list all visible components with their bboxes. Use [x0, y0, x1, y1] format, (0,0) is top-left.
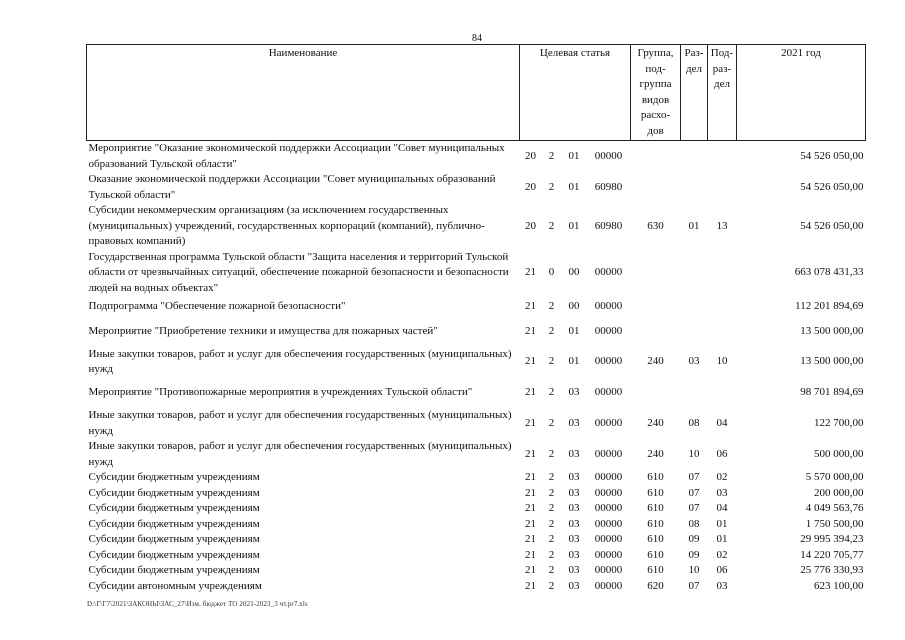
row-section: 07	[688, 471, 700, 483]
row-amount: 623 100,00	[814, 579, 864, 592]
row-group: 610	[647, 502, 664, 514]
row-group	[631, 172, 681, 203]
row-code-1: 21	[525, 579, 536, 592]
table-body	[87, 141, 866, 595]
row-code-3: 03	[568, 502, 580, 514]
table-row	[87, 378, 866, 408]
row-code-2: 2	[548, 564, 555, 576]
row-group	[631, 318, 681, 346]
row-name: Мероприятие "Противопожарные мероприятия в учреждениях Тульской области"	[88, 386, 473, 399]
row-code-3: 00	[568, 266, 580, 278]
table-row	[87, 439, 866, 470]
row-code-4: 00000	[594, 471, 623, 483]
row-name: Субсидии бюджетным учреждениям	[88, 486, 260, 499]
row-name: Субсидии автономным учреждениям	[88, 579, 262, 592]
row-code-4: 00000	[594, 266, 623, 278]
row-code-1: 21	[525, 533, 536, 545]
row-code-2: 2	[548, 386, 555, 399]
row-code-2: 2	[548, 325, 555, 338]
row-group	[631, 250, 681, 297]
row-subsection: 10	[716, 355, 728, 368]
row-section: 10	[688, 564, 700, 576]
row-name: Субсидии бюджетным учреждениям	[88, 548, 260, 561]
row-code-2: 0	[548, 266, 555, 278]
row-section: 09	[688, 548, 700, 561]
row-code-3: 03	[568, 447, 580, 460]
table-row	[87, 172, 866, 203]
row-subsection	[708, 296, 737, 318]
row-code-3: 03	[568, 471, 580, 483]
row-code-1: 21	[525, 486, 536, 499]
row-code-2: 2	[548, 355, 555, 368]
row-amount: 1 750 500,00	[805, 517, 864, 530]
row-code-4: 00000	[594, 386, 623, 399]
table-row	[87, 579, 866, 595]
table-row	[87, 250, 866, 297]
row-code-4: 00000	[594, 325, 623, 338]
row-group	[631, 141, 681, 173]
row-code-3: 01	[568, 355, 580, 368]
row-subsection: 03	[716, 579, 728, 592]
row-amount: 54 526 050,00	[800, 219, 864, 232]
row-code-1: 21	[525, 447, 536, 460]
row-amount: 5 570 000,00	[805, 471, 864, 483]
row-code-4: 00000	[594, 355, 623, 368]
table-row	[87, 486, 866, 502]
row-code-3: 01	[568, 180, 580, 193]
row-code-1: 21	[525, 564, 536, 576]
table-row	[87, 548, 866, 564]
row-amount: 122 700,00	[814, 416, 864, 429]
row-section	[681, 378, 708, 408]
row-section: 03	[688, 355, 700, 368]
row-code-3: 03	[568, 486, 580, 499]
row-name: Государственная программа Тульской области "Защита населения и территорий Тульской области от чрезвычайных ситуаций, обеспечение пожарной безопасности и безопасности людей на водных объектах"	[88, 250, 509, 294]
budget-table	[86, 44, 866, 594]
row-code-2: 2	[548, 548, 555, 561]
table-row	[87, 141, 866, 173]
header-target-article: Целевая статья	[520, 45, 631, 141]
row-section: 07	[688, 579, 700, 592]
row-name: Иные закупки товаров, работ и услуг для обеспечения государственных (муниципальных) нужд	[88, 440, 512, 468]
row-code-3: 03	[568, 517, 580, 530]
file-path-footer: D:\Г\Г7\2021\ЗАКОНЫ\ЗАС_27\Изм. бюджет ТО 2021-2023_3 чт.pr7.xls	[87, 600, 308, 608]
row-subsection	[708, 172, 737, 203]
row-code-2: 2	[548, 486, 555, 499]
row-amount: 500 000,00	[814, 447, 864, 460]
row-name: Мероприятие "Оказание экономической поддержки Ассоциации "Совет муниципальных образований Тульской области"	[88, 142, 505, 170]
table-row	[87, 563, 866, 579]
row-group: 610	[647, 517, 664, 530]
row-name: Субсидии бюджетным учреждениям	[88, 533, 260, 545]
table-row	[87, 501, 866, 517]
row-code-2: 2	[548, 219, 555, 232]
row-code-1: 20	[525, 219, 536, 232]
row-name: Оказание экономической поддержки Ассоциации "Совет муниципальных образований Тульской области"	[88, 173, 496, 201]
row-subsection: 04	[716, 502, 728, 514]
row-code-1: 21	[525, 548, 536, 561]
row-name: Субсидии бюджетным учреждениям	[88, 517, 260, 530]
row-section: 07	[688, 486, 700, 499]
row-code-3: 01	[568, 219, 580, 232]
header-subsection: Под- раз- дел	[708, 45, 737, 141]
row-code-1: 21	[525, 325, 536, 338]
row-code-3: 03	[568, 533, 580, 545]
row-code-2: 2	[548, 517, 555, 530]
row-code-4: 00000	[594, 579, 623, 592]
row-group: 610	[647, 564, 664, 576]
header-name: Наименование	[87, 45, 520, 141]
row-code-4: 00000	[594, 447, 623, 460]
row-code-4: 00000	[594, 416, 623, 429]
row-group	[631, 296, 681, 318]
row-name: Подпрограмма "Обеспечение пожарной безопасности"	[88, 300, 346, 313]
row-group: 610	[647, 486, 664, 499]
row-subsection: 04	[716, 416, 728, 429]
row-code-3: 03	[568, 416, 580, 429]
row-code-1: 20	[525, 180, 536, 193]
table-row	[87, 470, 866, 486]
row-code-1: 21	[525, 355, 536, 368]
row-section: 08	[688, 416, 700, 429]
table-row	[87, 203, 866, 250]
row-section	[681, 141, 708, 173]
row-amount: 14 220 705,77	[800, 548, 864, 561]
row-subsection: 01	[716, 517, 728, 530]
row-section: 07	[688, 502, 700, 514]
row-code-1: 21	[525, 386, 536, 399]
row-code-4: 00000	[594, 548, 623, 561]
row-subsection: 06	[716, 564, 728, 576]
row-code-4: 00000	[594, 564, 623, 576]
row-section: 01	[688, 219, 700, 232]
row-amount: 54 526 050,00	[800, 180, 864, 193]
row-amount: 29 995 394,23	[800, 533, 864, 545]
row-subsection: 06	[716, 447, 728, 460]
row-subsection: 01	[716, 533, 728, 545]
row-name: Иные закупки товаров, работ и услуг для обеспечения государственных (муниципальных) нужд	[88, 347, 512, 375]
row-code-3: 03	[568, 548, 580, 561]
table-row	[87, 318, 866, 346]
row-code-1: 21	[525, 517, 536, 530]
row-code-3: 03	[568, 579, 580, 592]
row-section	[681, 172, 708, 203]
table-row	[87, 517, 866, 533]
row-section: 09	[688, 533, 700, 545]
row-code-2: 2	[548, 579, 555, 592]
row-subsection: 03	[716, 486, 728, 499]
row-code-1: 21	[525, 471, 536, 483]
row-code-3: 03	[568, 564, 580, 576]
row-subsection: 13	[716, 219, 728, 232]
row-group: 610	[647, 533, 664, 545]
row-amount: 4 049 563,76	[805, 502, 864, 514]
row-code-4: 00000	[594, 149, 623, 162]
row-code-2: 2	[548, 149, 555, 162]
row-code-4: 00000	[594, 517, 623, 530]
row-group: 620	[647, 579, 664, 592]
row-code-1: 21	[525, 266, 536, 278]
row-name: Субсидии бюджетным учреждениям	[88, 502, 260, 514]
row-code-2: 2	[548, 180, 555, 193]
row-code-3: 01	[568, 325, 580, 338]
row-amount: 54 526 050,00	[800, 149, 864, 162]
row-code-2: 2	[548, 447, 555, 460]
row-name: Иные закупки товаров, работ и услуг для обеспечения государственных (муниципальных) нужд	[88, 409, 512, 437]
page-number: 84	[472, 33, 482, 44]
row-section: 08	[688, 517, 700, 530]
row-amount: 13 500 000,00	[800, 325, 864, 338]
row-code-3: 01	[568, 149, 580, 162]
row-group: 240	[647, 416, 664, 429]
row-group: 610	[647, 548, 664, 561]
row-name: Субсидии бюджетным учреждениям	[88, 471, 260, 483]
row-section	[681, 318, 708, 346]
row-code-4: 00000	[594, 502, 623, 514]
table-header-row	[87, 45, 866, 141]
row-name: Субсидии бюджетным учреждениям	[88, 564, 260, 576]
row-section: 10	[688, 447, 700, 460]
row-code-1: 21	[525, 300, 536, 313]
row-subsection	[708, 250, 737, 297]
row-code-1: 21	[525, 502, 536, 514]
row-code-4: 60980	[594, 180, 623, 193]
row-subsection	[708, 141, 737, 173]
row-code-2: 2	[548, 502, 555, 514]
row-amount: 663 078 431,33	[794, 266, 864, 278]
header-section: Раз- дел	[681, 45, 708, 141]
row-name: Субсидии некоммерческим организациям (за исключением государственных (муниципальных) учреждений, государственных корпораций (компаний), публично-правовых компаний)	[88, 204, 485, 247]
header-year: 2021 год	[737, 45, 866, 141]
row-section	[681, 250, 708, 297]
row-code-3: 00	[568, 300, 580, 313]
table-row	[87, 532, 866, 548]
row-amount: 25 776 330,93	[800, 564, 864, 576]
table-row	[87, 296, 866, 318]
row-code-4: 00000	[594, 533, 623, 545]
row-group	[631, 378, 681, 408]
row-group: 610	[647, 471, 664, 483]
row-group: 240	[647, 447, 664, 460]
row-group: 630	[647, 219, 664, 232]
row-code-1: 20	[525, 149, 536, 162]
row-code-4: 00000	[594, 300, 623, 313]
row-subsection: 02	[716, 548, 728, 561]
header-group: Группа, под- группа видов расхо- дов	[631, 45, 681, 141]
row-subsection	[708, 378, 737, 408]
row-code-1: 21	[525, 416, 536, 429]
row-subsection: 02	[716, 471, 728, 483]
table-row	[87, 346, 866, 378]
row-name: Мероприятие "Приобретение техники и имущества для пожарных частей"	[88, 325, 438, 338]
row-code-2: 2	[548, 533, 555, 545]
table-row	[87, 408, 866, 439]
row-section	[681, 296, 708, 318]
row-amount: 98 701 894,69	[800, 386, 864, 399]
row-code-2: 2	[548, 471, 555, 483]
row-amount: 200 000,00	[814, 486, 864, 499]
row-amount: 13 500 000,00	[800, 355, 864, 368]
row-code-4: 60980	[594, 219, 623, 232]
row-amount: 112 201 894,69	[795, 300, 864, 313]
row-group: 240	[647, 355, 664, 368]
row-code-3: 03	[568, 386, 580, 399]
row-code-4: 00000	[594, 486, 623, 499]
row-subsection	[708, 318, 737, 346]
row-code-2: 2	[548, 300, 555, 313]
row-code-2: 2	[548, 416, 555, 429]
